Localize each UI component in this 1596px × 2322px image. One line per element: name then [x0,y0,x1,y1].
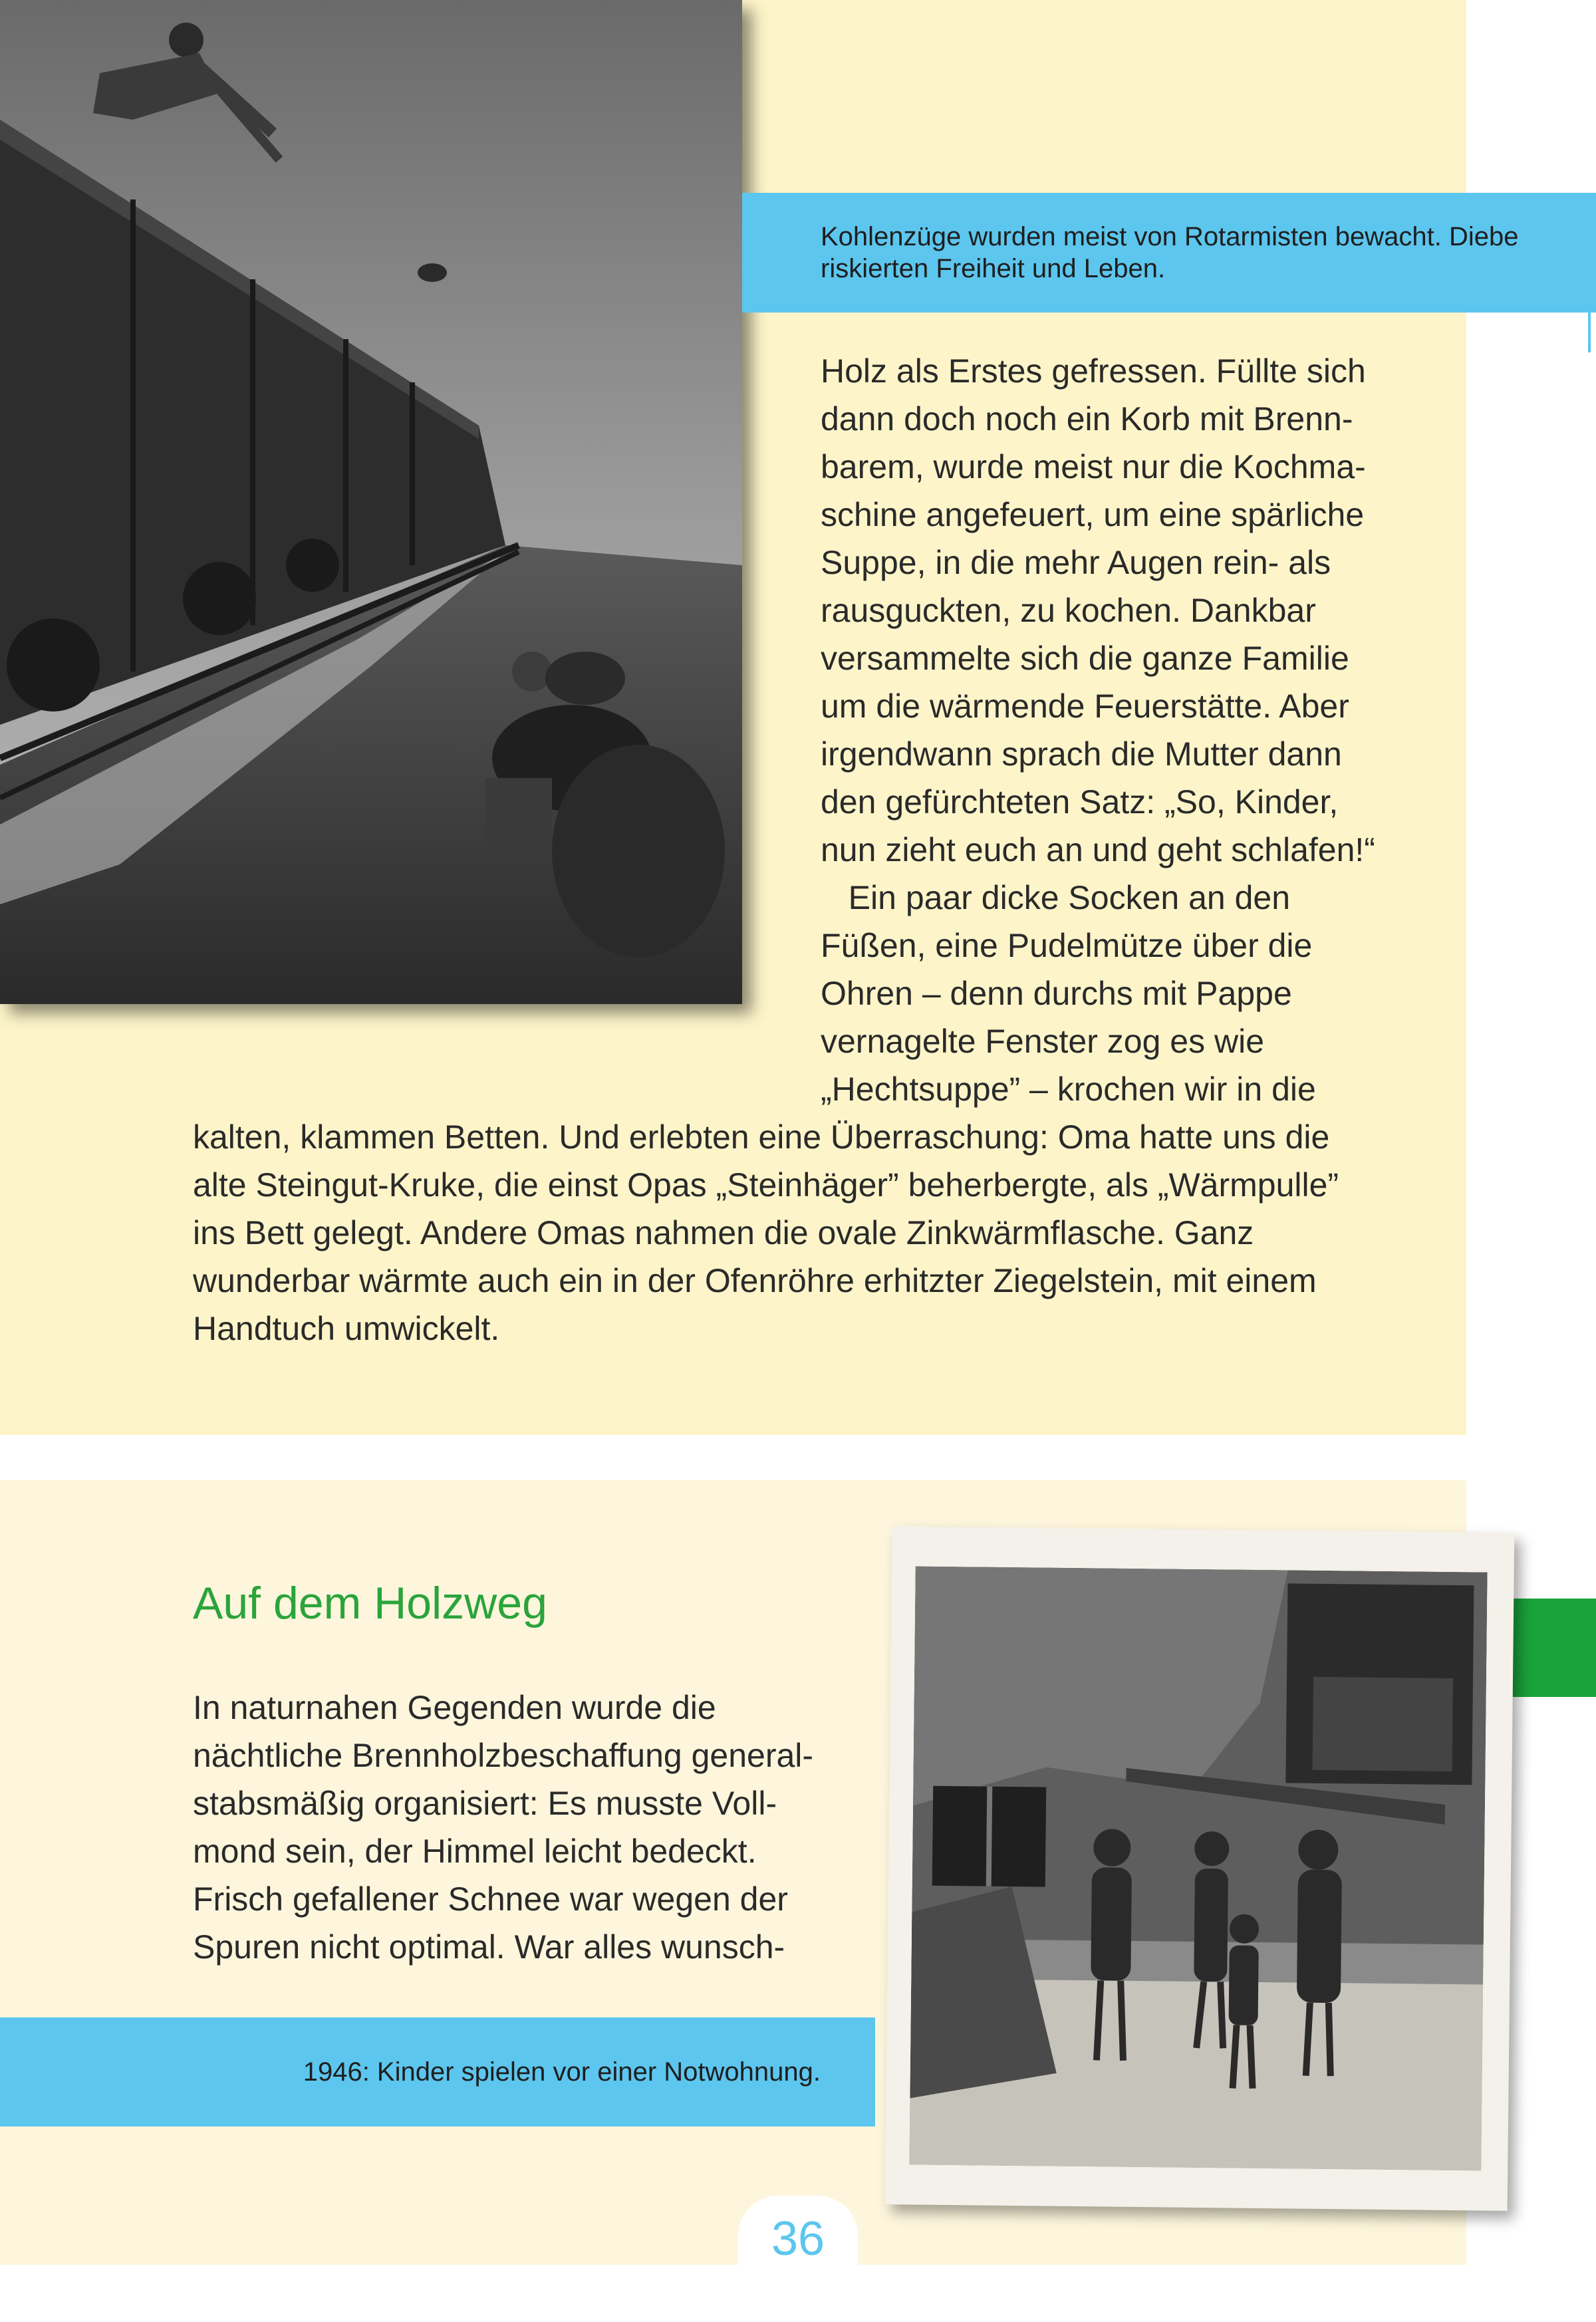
article-text-upper [821,347,1432,1113]
top-photo-caption-bar [742,193,1596,313]
text-line: Suppe, in die mehr Augen rein- als [821,544,1331,581]
article-text-lower [193,1113,1456,1353]
text-line: um die wärmende Feuerstätte. Aber [821,688,1349,725]
bottom-photo-caption: 1946: Kinder spielen vor einer Notwohnung. [303,2057,821,2087]
text-line: mond sein, der Himmel leicht bedeckt. [193,1833,757,1870]
children-playing-photo [885,1526,1515,2211]
text-line: Ein paar dicke Socken an den [821,879,1291,916]
text-line: rausguckten, zu kochen. Dankbar [821,592,1316,629]
text-line: Holz als Erstes gefressen. Füllte sich [821,352,1366,390]
photo-image [909,1567,1487,2171]
text-line: ins Bett gelegt. Andere Omas nahmen die ovale Zinkwärmflasche. Ganz [193,1214,1254,1251]
text-line: wunderbar wärmte auch ein in der Ofenröhre erhitzter Ziegelstein, mit einem [193,1262,1317,1299]
green-accent-tab [1508,1599,1596,1697]
text-line: Spuren nicht optimal. War alles wunsch- [193,1928,785,1966]
text-line: den gefürchteten Satz: „So, Kinder, [821,783,1339,821]
text-line: kalten, klammen Betten. Und erlebten eine Überraschung: Oma hatte uns die [193,1118,1330,1156]
text-line: schine angefeuert, um eine spärliche [821,496,1365,533]
bottom-photo-caption-bar [0,2017,875,2127]
text-line: stabsmäßig organisiert: Es musste Voll- [193,1785,777,1822]
accent-line [1588,313,1591,352]
section-text [193,1684,871,1971]
text-line: alte Steingut-Kruke, die einst Opas „Steinhäger” beherbergte, als „Wärmpulle” [193,1166,1339,1204]
text-line: vernagelte Fenster zog es wie [821,1023,1265,1060]
page-number: 36 [738,2196,858,2275]
text-line: Handtuch umwickelt. [193,1310,500,1347]
coal-train-photo [0,0,742,1004]
text-line: Ohren – denn durchs mit Pappe [821,975,1292,1012]
text-line: In naturnahen Gegenden wurde die [193,1689,716,1726]
text-line: irgendwann sprach die Mutter dann [821,735,1342,773]
section-heading: Auf dem Holzweg [193,1578,547,1628]
text-line: nun zieht euch an und geht schlafen!“ [821,831,1375,868]
text-line: dann doch noch ein Korb mit Brenn- [821,400,1353,438]
text-line: versammelte sich die ganze Familie [821,640,1349,677]
text-line: barem, wurde meist nur die Kochma- [821,448,1366,485]
text-line: „Hechtsuppe” – krochen wir in die [821,1071,1316,1108]
text-line: Füßen, eine Pudelmütze über die [821,927,1313,964]
text-line: Frisch gefallener Schnee war wegen der [193,1880,788,1918]
text-line: nächtliche Brennholzbeschaffung general- [193,1737,814,1774]
top-photo-caption: Kohlenzüge wurden meist von Rotarmisten bewacht. Diebe riskierten Freiheit und Leben. [821,222,1519,283]
